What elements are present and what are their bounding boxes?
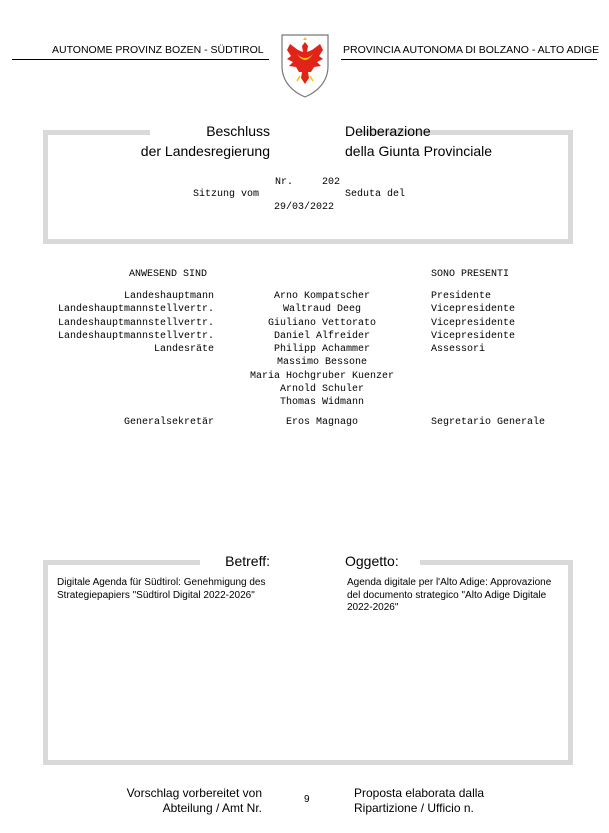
attendance-name: Waltraud Deeg: [282, 304, 361, 316]
attendance-it-role: Vicepresidente: [431, 304, 516, 316]
attendance-name: Maria Hochgruber Kuenzer: [249, 370, 395, 382]
attendance-row: [0, 356, 609, 369]
footer-number: 9: [304, 794, 310, 805]
attendance-it-role: Vicepresidente: [431, 317, 516, 329]
attendance-name: Daniel Alfreider: [273, 330, 370, 342]
subject-de-text: Digitale Agenda für Südtirol: Genehmigung des Strategiepapiers "Südtirol Digital 2022-2026": [57, 577, 266, 601]
title-de-line1: Beschluss: [206, 123, 270, 139]
attendance-row: [0, 383, 609, 396]
attendance-it-header: SONO PRESENTI: [431, 269, 510, 280]
attendance-name: Arnold Schuler: [279, 384, 364, 396]
attendance-de-role: Landeshauptmannstellvertr.: [57, 304, 214, 316]
session-nr-label: Nr.: [275, 177, 294, 188]
attendance-it-role: Assessori: [431, 344, 486, 356]
secretary-it-role: Segretario Generale: [431, 417, 546, 428]
attendance-it-role: Presidente: [431, 291, 492, 302]
secretary-name: Eros Magnago: [285, 417, 358, 428]
title-it-line1: Deliberazione: [345, 123, 431, 139]
attendance-name: Philipp Achammer: [273, 344, 370, 356]
header-rule-right: [341, 59, 597, 60]
attendance-list: [0, 290, 609, 410]
secretary-de-role: Generalsekretär: [123, 417, 214, 428]
attendance-it-role: Vicepresidente: [431, 330, 516, 342]
attendance-de-role: Landeshauptmannstellvertr.: [57, 330, 214, 342]
attendance-row: [0, 317, 609, 330]
footer-it-line2: Ripartizione / Ufficio n.: [354, 801, 474, 815]
attendance-row: [0, 343, 609, 356]
attendance-name: Massimo Bessone: [276, 357, 367, 369]
attendance-row: [0, 396, 609, 409]
footer-de-line1: Vorschlag vorbereitet von: [126, 786, 262, 800]
footer-de-line2: Abteilung / Amt Nr.: [162, 801, 262, 815]
attendance-name: Giuliano Vettorato: [267, 317, 377, 329]
attendance-name: Thomas Widmann: [279, 397, 364, 409]
footer-it-line1: Proposta elaborata dalla: [354, 786, 485, 800]
header-right-text: PROVINCIA AUTONOMA DI BOLZANO - ALTO ADIGE: [343, 44, 600, 56]
session-nr-value: 202: [322, 177, 341, 188]
attendance-name: Arno Kompatscher: [273, 291, 370, 302]
attendance-row: [0, 370, 609, 383]
attendance-row: [0, 330, 609, 343]
subject-it-text: Agenda digitale per l'Alto Adige: Approvazione del documento strategico "Alto Adige Digitale 2022-2026": [347, 577, 552, 613]
subject-de-label: Betreff:: [225, 553, 270, 569]
attendance-de-role: Landeshauptmann: [123, 291, 214, 302]
attendance-de-role: Landeshauptmannstellvertr.: [57, 317, 214, 329]
title-it-line2: della Giunta Provinciale: [345, 143, 493, 159]
attendance-row: [0, 303, 609, 316]
coat-of-arms-icon: [279, 32, 331, 98]
attendance-de-role: Landesräte: [153, 344, 214, 356]
subject-it-label: Oggetto:: [345, 553, 399, 569]
session-de-label: Sitzung vom: [193, 189, 260, 200]
title-de-line2: der Landesregierung: [140, 143, 270, 159]
attendance-row: [0, 290, 609, 303]
header-rule-left: [12, 59, 269, 60]
attendance-de-header: ANWESEND SIND: [129, 269, 208, 280]
session-it-label: Seduta del: [345, 189, 406, 200]
session-date: 29/03/2022: [274, 202, 335, 213]
header-left-text: AUTONOME PROVINZ BOZEN - SÜDTIROL: [52, 44, 264, 56]
